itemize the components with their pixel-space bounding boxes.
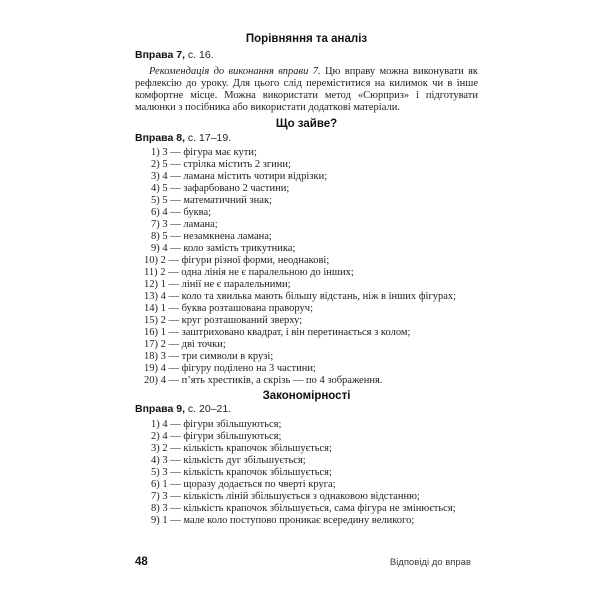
list-item: 5) 3 — кількість крапочок збільшується; <box>151 467 332 478</box>
list-item: 2) 5 — стрілка містить 2 згини; <box>151 159 291 170</box>
list-item: 11) 2 — одна лінія не є паралельною до інших; <box>144 267 354 278</box>
list-item: 10) 2 — фігури різної форми, неоднакові; <box>144 255 330 266</box>
exercise-8-label: Вправа 8, <box>135 132 186 144</box>
list-item: 3) 2 — кількість крапочок збільшується; <box>151 443 332 454</box>
list-item: 7) 3 — кількість ліній збільшується з однаковою відстанню; <box>151 491 420 502</box>
exercise-7-pages: с. 16. <box>185 49 214 61</box>
list-item: 17) 2 — дві точки; <box>144 339 226 350</box>
list-item: 13) 4 — коло та хвилька мають більшу відстань, ніж в інших фігурах; <box>144 291 457 302</box>
list-item: 4) 3 — кількість дуг збільшується; <box>151 455 306 466</box>
running-title: Відповіді до вправ <box>389 557 471 568</box>
recommendation-paragraph <box>135 66 478 114</box>
exercise-9-pages: с. 20–21. <box>185 403 232 415</box>
list-item: 6) 4 — буква; <box>151 207 212 218</box>
exercise-8-line <box>135 132 478 144</box>
exercise-7-label: Вправа 7, <box>135 49 186 61</box>
list-item: 1) 3 — фігура має кути; <box>151 147 257 158</box>
list-item: 9) 4 — коло замість трикутника; <box>151 243 296 254</box>
exercise-9-line <box>135 403 478 415</box>
list-item: 4) 5 — зафарбовано 2 частини; <box>151 183 290 194</box>
list-item: 12) 1 — лінії не є паралельними; <box>144 279 291 290</box>
list-item: 3) 4 — ламана містить чотири відрізки; <box>151 171 328 182</box>
list-item: 1) 4 — фігури збільшуються; <box>151 419 282 430</box>
list-item: 15) 2 — круг розташований зверху; <box>144 315 303 326</box>
list-item: 9) 1 — мале коло поступово проникає всередину великого; <box>151 515 415 526</box>
list-item: 2) 4 — фігури збільшуються; <box>151 431 282 442</box>
list-item: 14) 1 — буква розташована праворуч; <box>144 303 313 314</box>
answers-list-exercise-9 <box>135 419 478 527</box>
answers-list-exercise-8 <box>135 147 478 387</box>
exercise-7-line <box>135 49 478 61</box>
page-content <box>135 33 478 527</box>
list-item: 7) 3 — ламана; <box>151 219 218 230</box>
list-item: 8) 3 — кількість крапочок збільшується, сама фігура не змінюється; <box>151 503 456 514</box>
recommendation-body: Цю вправу можна виконувати як рефлексію до уроку. Для цього слід переміститися на килимок чи в інше комфортне місце. Можна використати метод «Сюрприз» і підготувати малюнки з посібника або використати додаткові матеріали. <box>135 66 478 113</box>
list-item: 6) 1 — щоразу додається по чверті круга; <box>151 479 336 490</box>
list-item: 18) 3 — три символи в крузі; <box>144 351 274 362</box>
section-heading-comparison: Порівняння та аналіз <box>245 33 368 45</box>
list-item: 20) 4 — п’ять хрестиків, а скрізь — по 4 зображення. <box>144 375 383 386</box>
exercise-9-label: Вправа 9, <box>135 403 186 415</box>
list-item: 16) 1 — заштриховано квадрат, і він перетинається з колом; <box>144 327 411 338</box>
exercise-8-pages: с. 17–19. <box>185 132 232 144</box>
page-footer <box>135 556 478 568</box>
list-item: 5) 5 — математичний знак; <box>151 195 272 206</box>
section-heading-patterns: Закономірності <box>262 390 351 402</box>
list-item: 8) 5 — незамкнена ламана; <box>151 231 272 242</box>
recommendation-lead: Рекомендація до виконання вправи 7. <box>149 66 321 77</box>
page-number: 48 <box>135 556 148 568</box>
section-heading-what-extra: Що зайве? <box>275 118 338 130</box>
list-item: 19) 4 — фігуру поділено на 3 частини; <box>144 363 316 374</box>
